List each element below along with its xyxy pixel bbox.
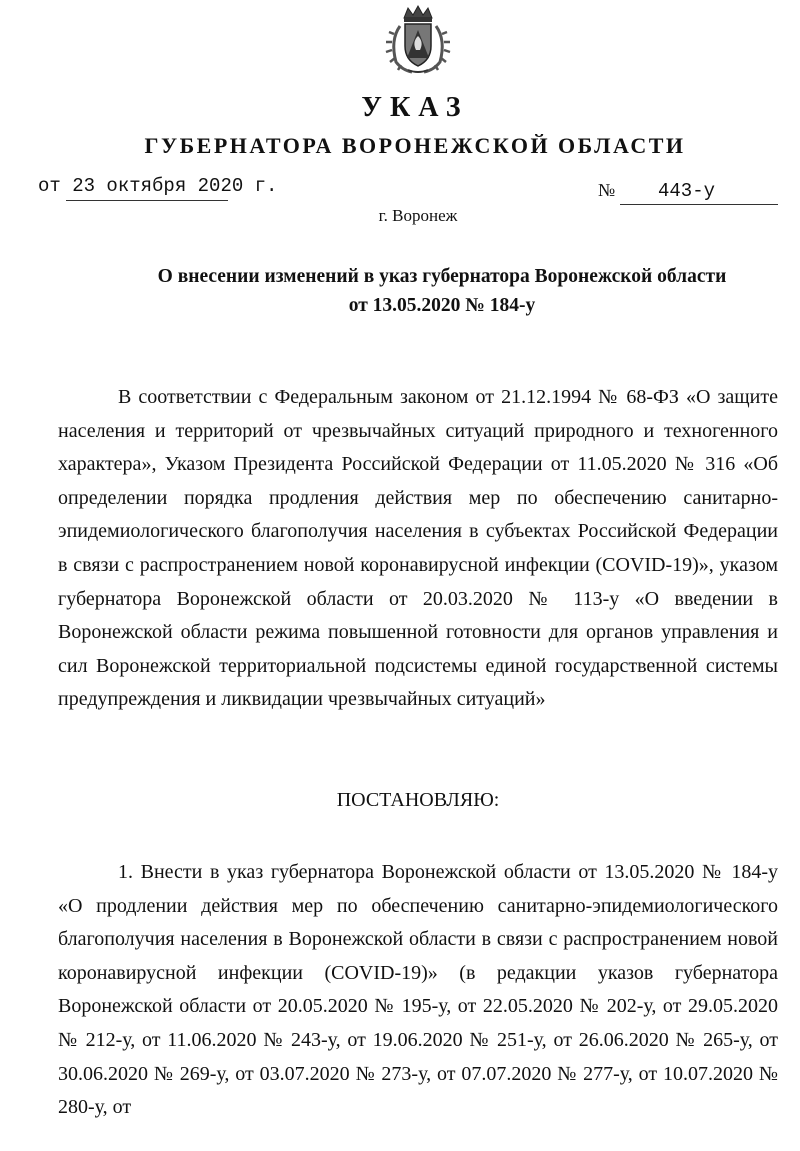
- number-value: 443-у: [658, 180, 716, 202]
- document-number: [598, 180, 715, 202]
- preamble-paragraph: В соответствии с Федеральным законом от 21.12.1994 № 68-ФЗ «О защите населения и территорий от чрезвычайных ситуаций природного и техногенного характера», Указом Президента Российской Федерации от 11.05.2020 № 316 «Об определении порядка продления действия мер по обеспечению санитарно-эпидемиологического благополучия населения в субъектах Российской Федерации в связи с распространением новой коронавирусной инфекции (COVID-19)», указом губернатора Воронежской области от 20.03.2020 № 113-у «О введении в Воронежской области режима повышенной готовности для органов управления и сил Воронежской территориальной подсистемы единой государственной системы предупреждения и ликвидации чрезвычайных ситуаций»: [58, 386, 778, 711]
- document-city: г. Воронеж: [378, 206, 458, 225]
- clause-1-paragraph: 1. Внести в указ губернатора Воронежской области от 13.05.2020 № 184-у «О продлении действия мер по обеспечению санитарно-эпидемиологического благополучия населения в Воронежской области в связи с распространением новой коронавирусной инфекции (COVID-19)» (в редакции указов губернатора Воронежской области от 20.05.2020 № 195-у, от 22.05.2020 № 202-у, от 29.05.2020 № 212-у, от 11.06.2020 № 243-у, от 19.06.2020 № 251-у, от 26.06.2020 № 265-у, от 30.06.2020 № 269-у, от 03.07.2020 № 273-у, от 07.07.2020 № 277-у, от 10.07.2020 № 280-у, от: [58, 861, 778, 1119]
- document-issuer: ГУБЕРНАТОРА ВОРОНЕЖСКОЙ ОБЛАСТИ: [144, 133, 686, 158]
- document-subject: [120, 262, 764, 320]
- document-title: УКАЗ: [361, 92, 469, 123]
- number-underline: [620, 204, 778, 205]
- number-prefix: №: [598, 180, 616, 200]
- subject-line-2: от 13.05.2020 № 184-у: [348, 295, 536, 316]
- subject-line-1: О внесении изменений в указ губернатора Воронежской области: [157, 266, 727, 287]
- date-value: 23 октября 2020: [72, 175, 244, 197]
- date-prefix: от: [38, 175, 61, 197]
- document-date: [38, 175, 277, 197]
- coat-of-arms-icon: [378, 4, 458, 76]
- date-underline: [66, 200, 228, 201]
- date-suffix: г.: [254, 175, 278, 197]
- decree-word: ПОСТАНОВЛЯЮ:: [336, 789, 500, 811]
